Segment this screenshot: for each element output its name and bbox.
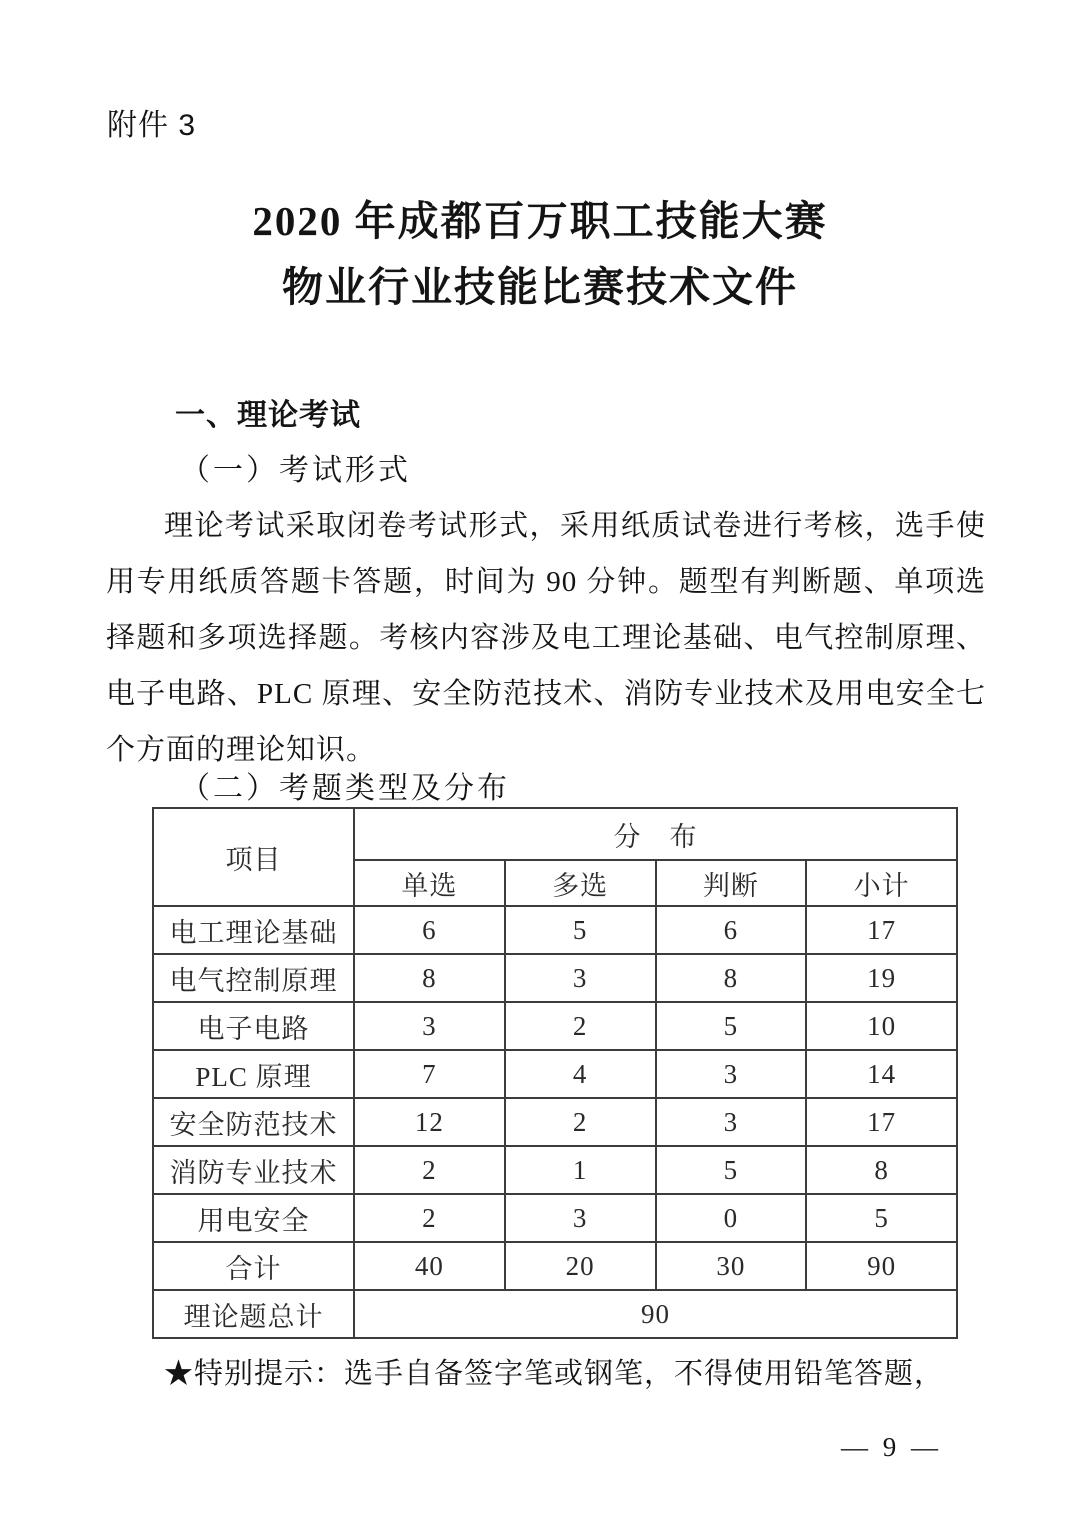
- cell-judge: 6: [656, 906, 807, 954]
- table-header-multi-choice: 多选: [505, 860, 656, 906]
- page-number: — 9 —: [841, 1432, 942, 1462]
- subsection-heading-exam-format: （一）考试形式: [180, 454, 411, 487]
- cell-subtotal: 10: [806, 1002, 957, 1050]
- section-heading-theory-exam: 一、理论考试: [175, 399, 361, 432]
- cell-single: 6: [354, 906, 505, 954]
- exam-distribution-table: [152, 807, 958, 1339]
- cell-single: 7: [354, 1050, 505, 1098]
- row-item-label: 电气控制原理: [153, 954, 354, 1002]
- table-row: [153, 1194, 957, 1242]
- cell-judge: 3: [656, 1050, 807, 1098]
- table-row: [153, 1002, 957, 1050]
- cell-multi: 4: [505, 1050, 656, 1098]
- row-item-label: 电工理论基础: [153, 906, 354, 954]
- special-note: ★特别提示：选手自备签字笔或钢笔，不得使用铅笔答题，: [164, 1358, 945, 1390]
- cell-judge: 5: [656, 1146, 807, 1194]
- document-title-line1: 2020 年成都百万职工技能大赛: [252, 198, 828, 244]
- document-title-line2: 物业行业技能比赛技术文件: [282, 264, 798, 310]
- grand-total-label: 理论题总计: [153, 1290, 354, 1338]
- table-header-single-choice: 单选: [354, 860, 505, 906]
- cell-single: 12: [354, 1098, 505, 1146]
- subsection-heading-question-distribution: （二）考题类型及分布: [180, 772, 510, 805]
- table-row: [153, 954, 957, 1002]
- cell-single: 8: [354, 954, 505, 1002]
- cell-subtotal: 90: [806, 1242, 957, 1290]
- table-header-item: 项目: [153, 808, 354, 906]
- table-row-total: [153, 1242, 957, 1290]
- cell-judge: 8: [656, 954, 807, 1002]
- grand-total-value: 90: [354, 1290, 957, 1338]
- cell-subtotal: 5: [806, 1194, 957, 1242]
- cell-single: 3: [354, 1002, 505, 1050]
- cell-judge: 30: [656, 1242, 807, 1290]
- row-item-label: 消防专业技术: [153, 1146, 354, 1194]
- cell-judge: 5: [656, 1002, 807, 1050]
- cell-judge: 3: [656, 1098, 807, 1146]
- exam-format-paragraph: 理论考试采取闭卷考试形式，采用纸质试卷进行考核，选手使用专用纸质答题卡答题，时间为 90 分钟。题型有判断题、单项选择题和多项选择题。考核内容涉及电工理论基础、电气控制原理、电子电路、PLC 原理、安全防范技术、消防专业技术及用电安全七个方面的理论知识。: [106, 510, 986, 766]
- row-item-label: 电子电路: [153, 1002, 354, 1050]
- row-item-label: 安全防范技术: [153, 1098, 354, 1146]
- document-title: [0, 188, 1080, 320]
- cell-single: 2: [354, 1146, 505, 1194]
- cell-subtotal: 17: [806, 1098, 957, 1146]
- cell-multi: 1: [505, 1146, 656, 1194]
- cell-multi: 5: [505, 906, 656, 954]
- table-header-true-false: 判断: [656, 860, 807, 906]
- row-item-label: 合计: [153, 1242, 354, 1290]
- table-header-distribution: 分 布: [354, 808, 957, 860]
- cell-subtotal: 8: [806, 1146, 957, 1194]
- cell-multi: 3: [505, 954, 656, 1002]
- attachment-label: 附件 3: [107, 109, 197, 142]
- cell-single: 2: [354, 1194, 505, 1242]
- cell-subtotal: 14: [806, 1050, 957, 1098]
- cell-single: 40: [354, 1242, 505, 1290]
- table-row: [153, 906, 957, 954]
- cell-subtotal: 19: [806, 954, 957, 1002]
- cell-multi: 2: [505, 1002, 656, 1050]
- table-row: [153, 1146, 957, 1194]
- table-header-subtotal: 小计: [806, 860, 957, 906]
- table-row: [153, 1050, 957, 1098]
- cell-judge: 0: [656, 1194, 807, 1242]
- row-item-label: 用电安全: [153, 1194, 354, 1242]
- cell-multi: 20: [505, 1242, 656, 1290]
- cell-multi: 3: [505, 1194, 656, 1242]
- cell-multi: 2: [505, 1098, 656, 1146]
- table-row-grand-total: [153, 1290, 957, 1338]
- cell-subtotal: 17: [806, 906, 957, 954]
- table-row: [153, 1098, 957, 1146]
- row-item-label: PLC 原理: [153, 1050, 354, 1098]
